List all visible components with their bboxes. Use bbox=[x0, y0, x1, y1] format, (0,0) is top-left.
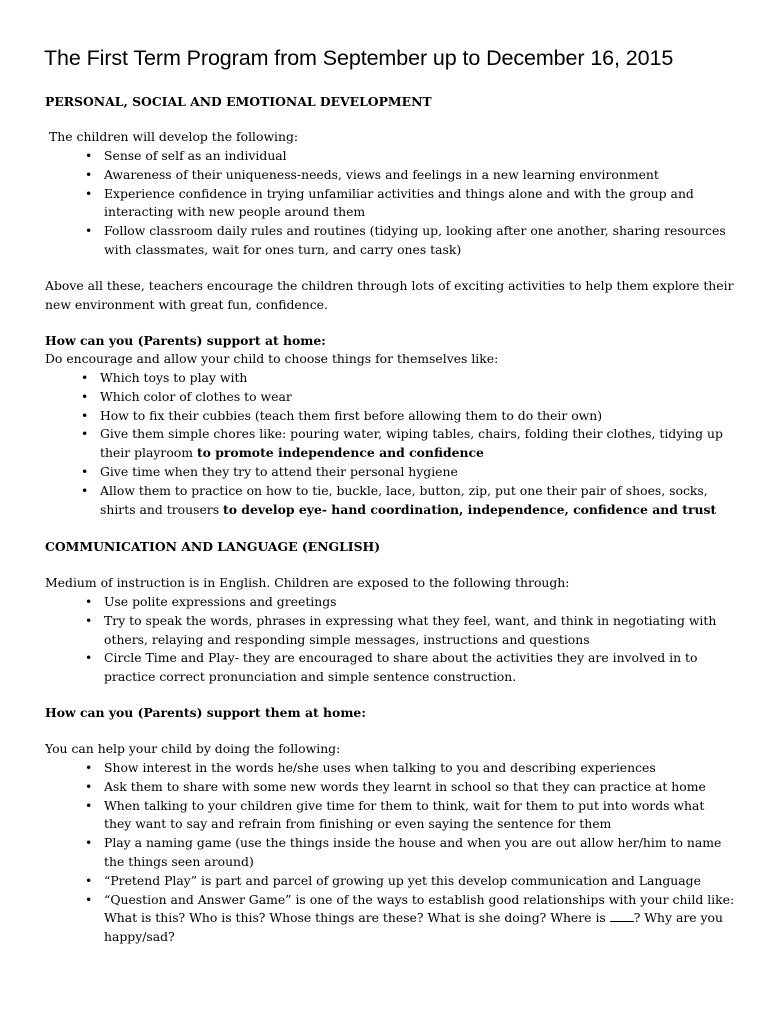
list-item-emphasis: to promote independence and confidence bbox=[196, 445, 484, 461]
fill-in-blank bbox=[610, 910, 634, 922]
pse-list bbox=[45, 147, 735, 260]
pse-heading: PERSONAL, SOCIAL AND EMOTIONAL DEVELOPMENT bbox=[45, 94, 432, 109]
list-item-text: Allow them to practice on how to tie, buckle, lace, button, zip, put one their pair of shoes, socks, shirts and trousers bbox=[100, 482, 708, 517]
list-item bbox=[45, 891, 735, 947]
list-item-emphasis: to develop eye- hand coordination, independence, confidence and trust bbox=[223, 501, 717, 517]
list-item: • Show interest in the words he/she uses when talking to you and describing experiences bbox=[45, 759, 735, 778]
list-item: • Awareness of their uniqueness-needs, views and feelings in a new learning environment bbox=[45, 166, 735, 185]
cl-support-intro: You can help your child by doing the following: bbox=[45, 741, 341, 756]
list-item: • How to fix their cubbies (teach them first before allowing them to do their own) bbox=[45, 407, 735, 426]
cl-support-list bbox=[45, 759, 735, 947]
cl-support-heading: How can you (Parents) support them at home: bbox=[45, 705, 366, 720]
list-item: • Which toys to play with bbox=[45, 369, 735, 388]
list-item: • Play a naming game (use the things inside the house and when you are out allow her/him to name the things seen around) bbox=[45, 834, 735, 872]
pse-support-heading: How can you (Parents) support at home: bbox=[45, 333, 326, 348]
list-item: • Sense of self as an individual bbox=[45, 147, 735, 166]
pse-support-list bbox=[45, 369, 735, 519]
pse-intro: The children will develop the following: bbox=[49, 129, 299, 144]
list-item: • Try to speak the words, phrases in expressing what they feel, want, and think in negotiating with others, relaying and responding simple messages, instructions and questions bbox=[45, 612, 735, 650]
list-item: • When talking to your children give time for them to think, wait for them to put into words what they want to say and refrain from finishing or even saying the sentence for them bbox=[45, 797, 735, 835]
cl-intro: Medium of instruction is in English. Children are exposed to the following through: bbox=[45, 575, 570, 590]
list-item-text: ? Why are you happy/sad? bbox=[104, 910, 723, 945]
pse-support-intro: Do encourage and allow your child to choose things for themselves like: bbox=[45, 351, 499, 366]
pse-summary: Above all these, teachers encourage the children through lots of exciting activities to help them explore their new environment with great fun, confidence. bbox=[45, 278, 734, 312]
list-item: • Give time when they try to attend their personal hygiene bbox=[45, 463, 735, 482]
list-item: • Follow classroom daily rules and routines (tidying up, looking after one another, sharing resources with classmates, wait for ones turn, and carry ones task) bbox=[45, 222, 735, 260]
list-item: • Experience confidence in trying unfamiliar activities and things alone and with the group and interacting with new people around them bbox=[45, 185, 735, 223]
cl-heading: COMMUNICATION AND LANGUAGE (ENGLISH) bbox=[45, 539, 381, 554]
list-item-text: Give them simple chores like: pouring water, wiping tables, chairs, folding their clothes, tidying up their playroom bbox=[100, 426, 723, 461]
list-item: • Use polite expressions and greetings bbox=[45, 593, 735, 612]
cl-list bbox=[45, 593, 735, 687]
list-item: • Ask them to share with some new words they learnt in school so that they can practice at home bbox=[45, 778, 735, 797]
list-item bbox=[45, 482, 735, 520]
list-item: • Circle Time and Play- they are encouraged to share about the activities they are involved in to practice correct pronunciation and simple sentence construction. bbox=[45, 649, 735, 687]
page-title: The First Term Program from September up to December 16, 2015 bbox=[44, 46, 674, 70]
list-item: • “Pretend Play” is part and parcel of growing up yet this develop communication and Language bbox=[45, 872, 735, 891]
list-item: • Which color of clothes to wear bbox=[45, 388, 735, 407]
list-item-text: “Question and Answer Game” is one of the ways to establish good relationships with your child like: What is this? Who is this? Whose things are these? What is she doing? Where is bbox=[104, 891, 735, 926]
list-item bbox=[45, 425, 735, 463]
